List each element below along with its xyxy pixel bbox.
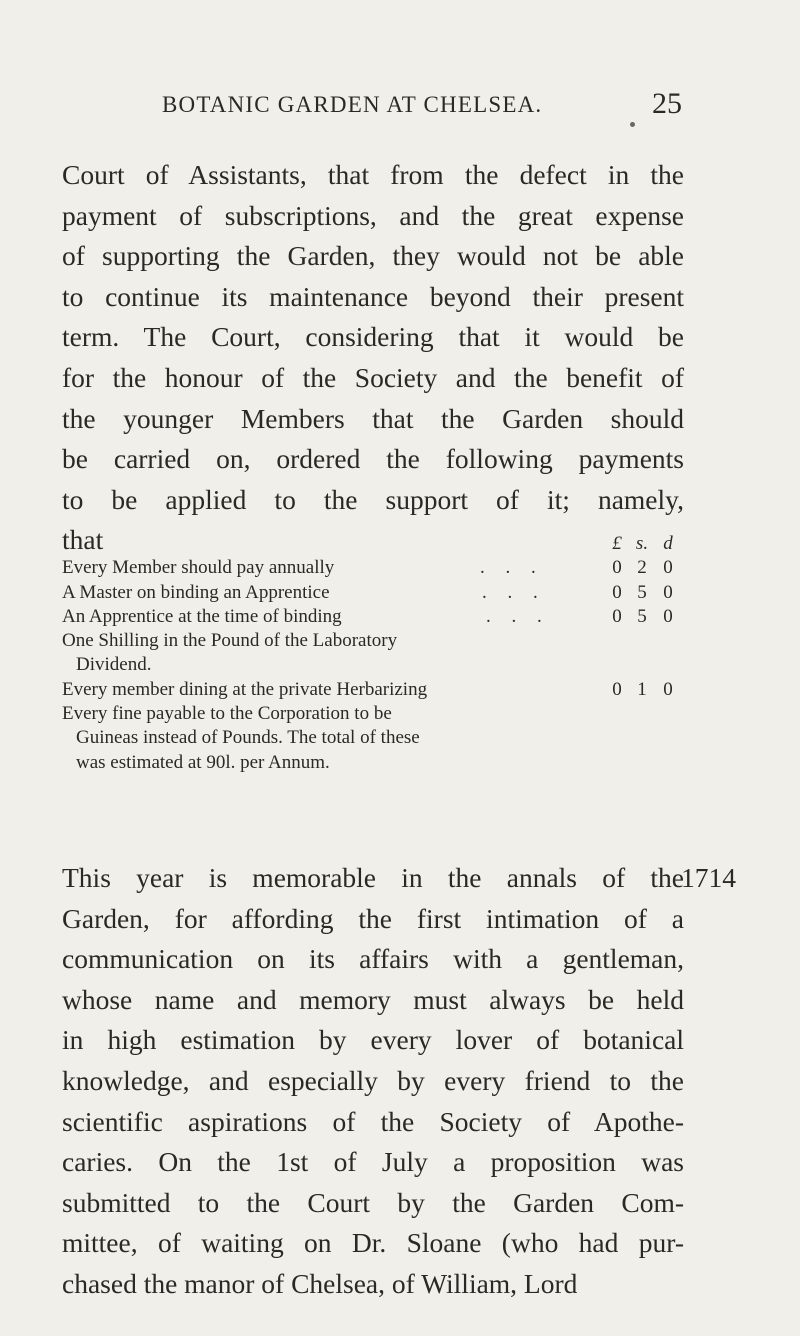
header-pounds: £ bbox=[612, 533, 622, 554]
paragraph2-line: in high estimation by every lover of botanical bbox=[62, 1024, 684, 1056]
payments-table-row bbox=[62, 556, 673, 580]
payments-table-row bbox=[62, 581, 673, 605]
payment-description: An Apprentice at the time of binding bbox=[62, 605, 342, 627]
paragraph1-line: be carried on, ordered the following payments bbox=[62, 443, 684, 475]
amount-pence: 0 bbox=[663, 678, 673, 700]
paragraph2-line: knowledge, and especially by every friend to the bbox=[62, 1064, 684, 1096]
paragraph-court-of-assistants bbox=[62, 155, 684, 561]
payment-description: Every Member should pay annually bbox=[62, 557, 335, 579]
paragraph2-line: chased the manor of Chelsea, of William, Lord bbox=[62, 1267, 578, 1299]
amount-pounds: 0 bbox=[612, 678, 622, 700]
paragraph1-line: payment of subscriptions, and the great expense bbox=[62, 199, 684, 231]
payments-table-header bbox=[62, 532, 673, 556]
paragraph2-line: caries. On the 1st of July a proposition was bbox=[62, 1146, 684, 1178]
paragraph1-line: for the honour of the Society and the benefit of bbox=[62, 361, 684, 393]
payments-table-row bbox=[62, 678, 673, 702]
payment-description: One Shilling in the Pound of the Laboratory bbox=[62, 630, 398, 652]
paragraph2-line: communication on its affairs with a gentleman, bbox=[62, 943, 684, 975]
amount-pounds: 0 bbox=[612, 605, 622, 627]
payment-description: Every member dining at the private Herbarizing bbox=[62, 678, 428, 700]
paragraph1-line: to be applied to the support of it; namely, bbox=[62, 483, 684, 515]
dot-leader: . . . bbox=[486, 605, 550, 627]
paragraph2-line: submitted to the Court by the Garden Com- bbox=[62, 1186, 684, 1218]
paragraph1-line: the younger Members that the Garden should bbox=[62, 402, 684, 434]
paragraph1-line: of supporting the Garden, they would not be able bbox=[62, 240, 684, 272]
amount-pounds: 0 bbox=[612, 557, 622, 579]
margin-year: 1714 bbox=[681, 862, 736, 893]
payment-description: A Master on binding an Apprentice bbox=[62, 581, 330, 603]
paragraph2-line: This year is memorable in the annals of the bbox=[62, 862, 684, 893]
payments-table-row bbox=[62, 751, 668, 775]
payment-description: Guineas instead of Pounds. The total of these bbox=[76, 727, 420, 749]
paragraph-memorable-year bbox=[62, 858, 684, 1305]
amount-pence: 0 bbox=[663, 605, 673, 627]
running-head-title: BOTANIC GARDEN AT CHELSEA. bbox=[162, 92, 543, 117]
dot-leader: . . . bbox=[482, 581, 546, 603]
paragraph2-line: scientific aspirations of the Society of Apothe- bbox=[62, 1105, 684, 1137]
paragraph1-line: Court of Assistants, that from the defect in the bbox=[62, 159, 684, 190]
paragraph1-line: that bbox=[62, 524, 104, 556]
paragraph1-line: term. The Court, considering that it would be bbox=[62, 321, 684, 353]
payments-table-row bbox=[62, 605, 673, 629]
payments-table-row bbox=[62, 653, 668, 677]
amount-pence: 0 bbox=[663, 581, 673, 603]
payment-description: was estimated at 90l. per Annum. bbox=[76, 751, 330, 773]
print-speck bbox=[630, 122, 635, 127]
dot-leader: . . . bbox=[480, 557, 544, 579]
payments-table bbox=[62, 532, 673, 775]
paragraph2-line: whose name and memory must always be held bbox=[62, 983, 684, 1015]
amount-shillings: 1 bbox=[637, 678, 647, 700]
payments-table-row bbox=[62, 726, 668, 750]
amount-pounds: 0 bbox=[612, 581, 622, 603]
amount-shillings: 2 bbox=[637, 557, 647, 579]
amount-pence: 0 bbox=[663, 557, 673, 579]
payments-table-row bbox=[62, 702, 668, 726]
paragraph2-line: mittee, of waiting on Dr. Sloane (who had pur- bbox=[62, 1227, 684, 1259]
header-pence: d bbox=[663, 533, 673, 554]
payment-description: Dividend. bbox=[76, 654, 152, 676]
payments-table-row bbox=[62, 629, 668, 653]
header-shillings: s. bbox=[635, 533, 649, 554]
paragraph1-line: to continue its maintenance beyond their present bbox=[62, 280, 684, 312]
payment-description: Every fine payable to the Corporation to be bbox=[62, 703, 392, 725]
amount-shillings: 5 bbox=[637, 605, 647, 627]
paragraph2-line: Garden, for affording the first intimation of a bbox=[62, 902, 684, 934]
page-number: 25 bbox=[652, 87, 682, 120]
amount-shillings: 5 bbox=[637, 581, 647, 603]
